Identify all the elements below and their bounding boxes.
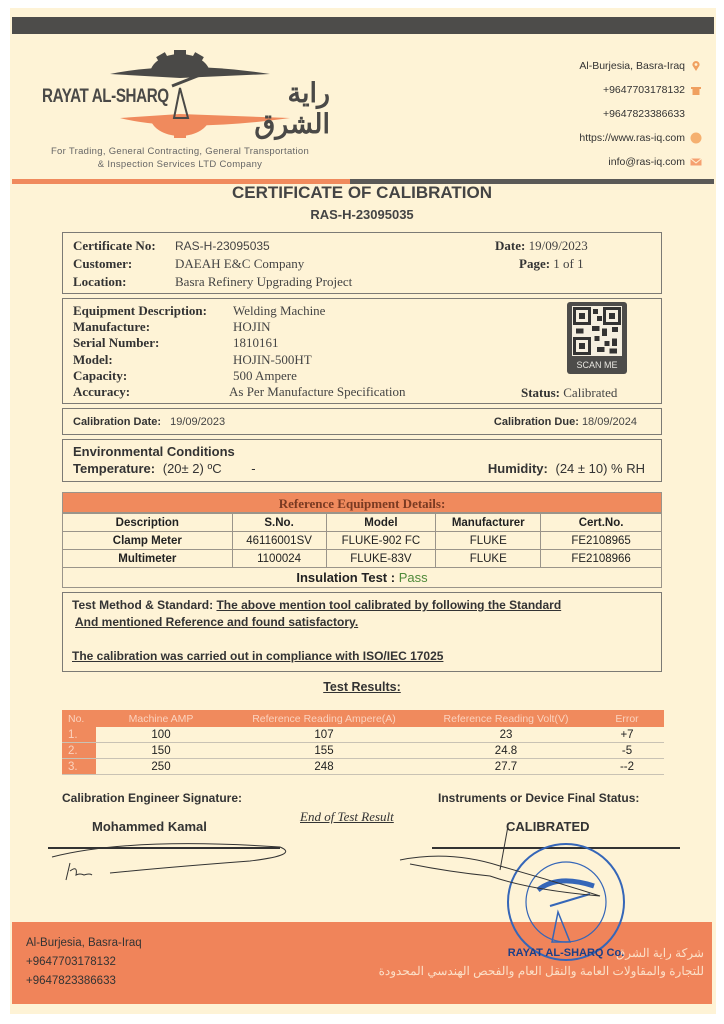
contact-phone-2 <box>579 102 702 126</box>
col-header-description: Description <box>63 514 233 532</box>
col-header-machine-amp: Machine AMP <box>96 710 226 727</box>
page-label: Page: <box>519 256 551 271</box>
status-badge: Calibrated <box>563 385 618 400</box>
method-line-1 <box>72 598 561 612</box>
calibration-date-value: 19/09/2023 <box>170 416 226 428</box>
cell-cert-no: FE2108965 <box>541 532 662 550</box>
reference-equipment-table <box>62 513 662 588</box>
temperature-value: (20± 2) ºC <box>162 461 222 476</box>
cell-description: Multimeter <box>63 550 233 568</box>
cell-ref-ampere: 248 <box>226 759 422 775</box>
email-link[interactable]: info@ras-iq.com <box>608 156 685 168</box>
phone-icon <box>690 84 702 96</box>
final-status-label: Instruments or Device Final Status: <box>438 791 640 805</box>
environment-heading: Environmental Conditions <box>73 444 235 459</box>
cell-error: --2 <box>590 759 664 775</box>
serial-number-label: Serial Number: <box>73 335 160 351</box>
col-header-manufacturer: Manufacturer <box>436 514 541 532</box>
insulation-test-row <box>63 568 662 588</box>
customer-label: Customer: <box>73 256 133 271</box>
location-value: Basra Refinery Upgrading Project <box>175 274 353 289</box>
company-name-ar: راية الشرق <box>254 78 330 139</box>
temperature-block <box>73 461 256 476</box>
company-name-en: RAYAT AL-SHARQ <box>42 86 169 107</box>
insulation-test-separator: : <box>390 570 396 585</box>
cell-ref-ampere: 107 <box>226 727 422 743</box>
test-method-box <box>62 592 662 672</box>
header-dark-bar <box>12 17 714 34</box>
cell-model: FLUKE-83V <box>326 550 436 568</box>
company-logo <box>30 38 330 138</box>
website-link[interactable]: https://www.ras-iq.com <box>579 132 685 144</box>
temperature-separator: - <box>251 461 256 476</box>
certificate-no-label: Certificate No: <box>73 238 156 253</box>
col-header-model: Model <box>326 514 436 532</box>
date-value: 19/09/2023 <box>528 238 588 253</box>
mail-icon <box>690 156 702 168</box>
accuracy-label: Accuracy: <box>73 384 131 400</box>
tagline-line-1: For Trading, General Contracting, General Transportation <box>50 146 310 157</box>
test-results-title: Test Results: <box>323 680 401 694</box>
equipment-description-value: Welding Machine <box>233 303 326 318</box>
info-labels <box>73 237 156 291</box>
contact-address <box>579 54 702 78</box>
contact-block <box>579 54 702 174</box>
certificate-info-box <box>62 232 662 294</box>
certificate-number-heading: RAS-H-23095035 <box>310 207 414 222</box>
cell-sno: 1100024 <box>232 550 326 568</box>
footer-address: Al-Burjesia, Basra-Iraq <box>26 937 142 949</box>
calibration-due-label: Calibration Due: <box>493 416 579 428</box>
stamp-text: RAYAT AL-SHARQ Co. <box>507 947 625 959</box>
footer-phone-2[interactable]: +9647823386633 <box>26 975 116 987</box>
humidity-value: (24 ± 10) % RH <box>555 461 645 476</box>
engineer-name: Mohammed Kamal <box>92 819 207 834</box>
engineer-signature-label: Calibration Engineer Signature: <box>62 791 243 805</box>
final-status-signature-scribble <box>390 820 620 900</box>
footer-arabic-line-1: شركة راية الشرق <box>615 946 704 960</box>
cell-description: Clamp Meter <box>63 532 233 550</box>
engineer-signature-scribble <box>50 835 300 885</box>
location-label: Location: <box>73 274 127 289</box>
calibration-date-label: Calibration Date: <box>73 416 162 428</box>
humidity-label: Humidity: <box>487 461 548 476</box>
cell-sno: 46116001SV <box>232 532 326 550</box>
humidity-block <box>488 461 645 476</box>
cell-machine-amp: 250 <box>96 759 226 775</box>
col-header-cert-no: Cert.No. <box>541 514 662 532</box>
method-text-2: And mentioned Reference and found satisfactory. <box>75 615 359 629</box>
reference-equipment-section <box>62 492 662 588</box>
contact-email <box>579 150 702 174</box>
col-header-sno: S.No. <box>232 514 326 532</box>
scan-me-label: SCAN ME <box>576 360 618 370</box>
environmental-conditions-box <box>62 439 662 482</box>
accuracy-value: As Per Manufacture Specification <box>229 384 406 400</box>
manufacture-value: HOJIN <box>233 319 271 335</box>
reference-equipment-title: Reference Equipment Details: <box>62 492 662 513</box>
results-table-header <box>62 710 664 727</box>
table-row <box>62 759 664 775</box>
calibration-due-value: 18/09/2024 <box>581 416 637 428</box>
reference-table-header <box>63 514 662 532</box>
cell-ref-volt: 27.7 <box>422 759 590 775</box>
serial-number-value: 1810161 <box>233 335 279 351</box>
cell-model: FLUKE-902 FC <box>326 532 436 550</box>
cell-no: 2. <box>62 743 96 759</box>
phone-2-text[interactable]: +9647823386633 <box>602 108 685 120</box>
cell-no: 1. <box>62 727 96 743</box>
col-header-no: No. <box>62 710 96 727</box>
manufacture-label: Manufacture: <box>73 319 151 335</box>
address-text: Al-Burjesia, Basra-Iraq <box>579 60 685 72</box>
globe-icon <box>690 132 702 144</box>
qr-code[interactable] <box>567 302 627 374</box>
table-row <box>63 532 662 550</box>
certificate-title: CERTIFICATE OF CALIBRATION <box>231 183 492 202</box>
table-row <box>63 550 662 568</box>
end-of-test-result: End of Test Result <box>300 809 394 824</box>
table-row <box>62 727 664 743</box>
page-block <box>519 255 584 273</box>
method-text-1: The above mention tool calibrated by following the Standard <box>216 598 562 612</box>
certificate-no-value: RAS-H-23095035 <box>175 239 270 253</box>
col-header-error: Error <box>590 710 664 727</box>
contact-website <box>579 126 702 150</box>
temperature-label: Temperature: <box>73 461 156 476</box>
method-label: Test Method & Standard: <box>72 598 214 612</box>
calibration-dates-box <box>62 408 662 435</box>
insulation-test-result: Pass <box>398 570 428 585</box>
cell-machine-amp: 150 <box>96 743 226 759</box>
info-values <box>175 237 352 291</box>
cell-ref-volt: 24.8 <box>422 743 590 759</box>
location-pin-icon <box>690 60 702 72</box>
capacity-label: Capacity: <box>73 367 128 383</box>
date-block <box>495 237 588 255</box>
cell-manufacturer: FLUKE <box>436 532 541 550</box>
date-label: Date: <box>495 238 526 253</box>
calibration-date-block <box>73 416 225 428</box>
cell-cert-no: FE2108966 <box>541 550 662 568</box>
phone-1-text[interactable]: +9647703178132 <box>602 84 685 96</box>
final-status-value: CALIBRATED <box>506 819 590 834</box>
cell-machine-amp: 100 <box>96 727 226 743</box>
cell-ref-ampere: 155 <box>226 743 422 759</box>
equipment-description-label: Equipment Description: <box>73 303 207 318</box>
cell-error: +7 <box>590 727 664 743</box>
tagline-line-2: & Inspection Services LTD Company <box>97 159 263 170</box>
model-label: Model: <box>73 351 113 367</box>
model-value: HOJIN-500HT <box>233 351 312 367</box>
equipment-values <box>229 303 406 400</box>
page-value: 1 of 1 <box>553 256 584 271</box>
company-tagline <box>30 145 330 171</box>
calibration-due-block <box>494 416 637 428</box>
compliance-statement: The calibration was carried out in compliance with ISO/IEC 17025 <box>72 649 444 663</box>
contact-phone-1 <box>579 78 702 102</box>
status-label: Status: <box>521 385 561 400</box>
test-results-table <box>62 710 664 775</box>
cell-ref-volt: 23 <box>422 727 590 743</box>
footer-arabic-line-2: للتجارة والمقاولات العامة والنقل العام والفحص الهندسي المحدودة <box>378 964 704 978</box>
equipment-labels <box>73 303 207 400</box>
footer-phone-1[interactable]: +9647703178132 <box>26 956 116 968</box>
col-header-ref-ampere: Reference Reading Ampere(A) <box>226 710 422 727</box>
footer-contact <box>26 934 142 991</box>
table-row <box>62 743 664 759</box>
cell-error: -5 <box>590 743 664 759</box>
col-header-ref-volt: Reference Reading Volt(V) <box>422 710 590 727</box>
qr-code-icon <box>572 306 622 356</box>
insulation-test-label: Insulation Test <box>296 570 388 585</box>
capacity-value: 500 Ampere <box>233 367 297 383</box>
status-block <box>521 385 617 401</box>
equipment-box <box>62 298 662 404</box>
cell-manufacturer: FLUKE <box>436 550 541 568</box>
customer-value: DAEAH E&C Company <box>175 256 305 271</box>
cell-no: 3. <box>62 759 96 775</box>
